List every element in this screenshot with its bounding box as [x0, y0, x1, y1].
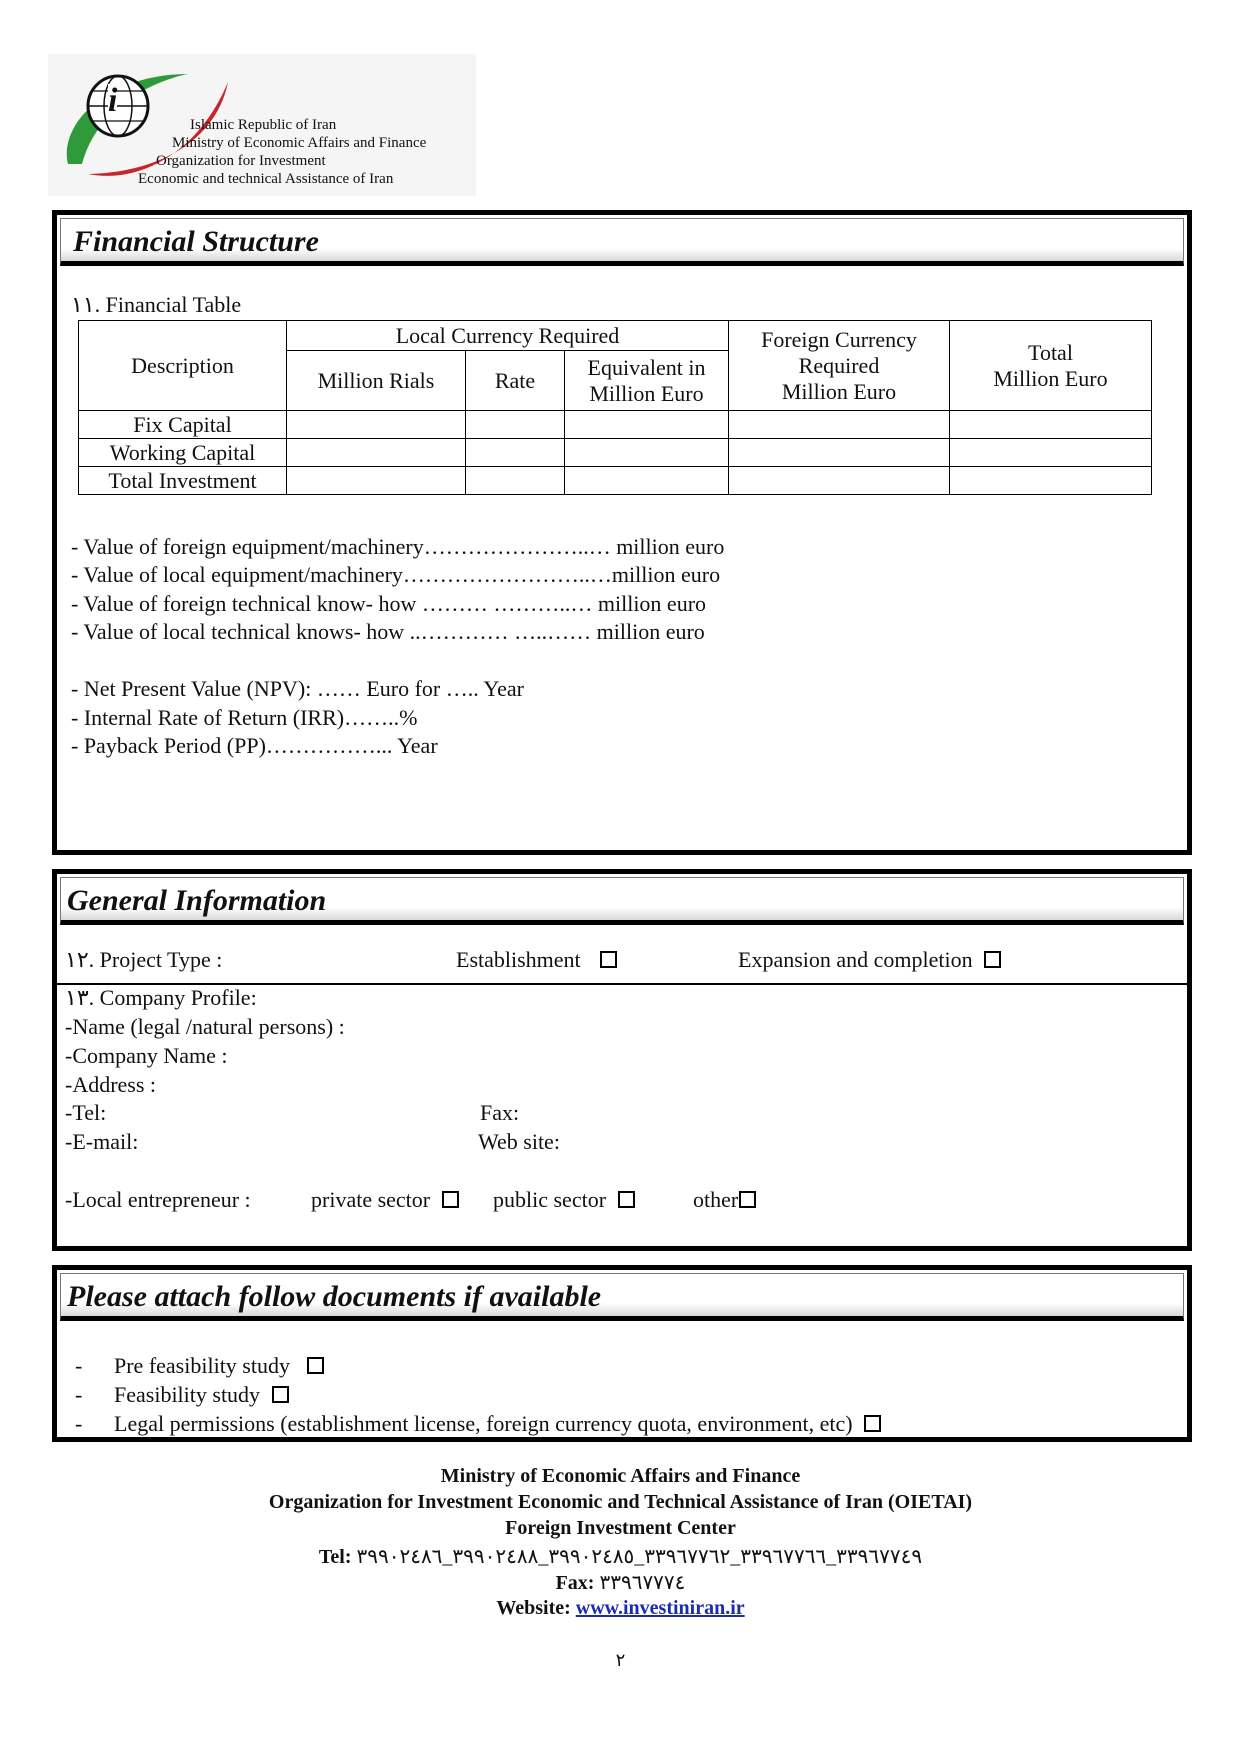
other-checkbox[interactable] — [739, 1191, 756, 1208]
document-item-legal-permissions[interactable] — [114, 1411, 881, 1437]
document-label: Feasibility study — [114, 1382, 261, 1407]
financial-table-label: ١١. Financial Table — [71, 292, 242, 317]
cell-empty[interactable] — [729, 467, 950, 495]
cell-empty[interactable] — [950, 411, 1152, 439]
expansion-checkbox[interactable] — [984, 951, 1001, 968]
header-rate: Rate — [466, 351, 565, 411]
private-sector-checkbox[interactable] — [442, 1191, 459, 1208]
header-equiv-line2: Million Euro — [589, 380, 704, 406]
footer-website-link[interactable]: www.investiniran.ir — [575, 1597, 745, 1619]
other-label: other — [693, 1187, 739, 1212]
logo-line-3: Organization for Investment — [156, 153, 326, 169]
logo-icon-letter: i — [108, 82, 118, 119]
footer-fax — [0, 1570, 1241, 1595]
footer-fax-value: ٣٣٩٦٧٧٧٤ — [599, 1572, 686, 1594]
bullet: - — [75, 1382, 83, 1407]
document-item-feasibility[interactable] — [114, 1382, 289, 1408]
cell-empty[interactable] — [565, 411, 729, 439]
header-foreign-line3: Million Euro — [781, 378, 897, 404]
metric-payback: - Payback Period (PP)……………... Year — [71, 733, 438, 758]
feasibility-checkbox[interactable] — [272, 1386, 289, 1403]
cell-empty[interactable] — [950, 439, 1152, 467]
tel-label: -Tel: — [65, 1100, 107, 1125]
address-label: -Address : — [65, 1072, 157, 1097]
cell-empty[interactable] — [466, 467, 565, 495]
header-total — [950, 321, 1152, 411]
table-row — [79, 467, 1152, 495]
footer-tel — [0, 1544, 1241, 1569]
page-number: ٢ — [615, 1650, 626, 1670]
footer-fax-label: Fax: — [555, 1572, 595, 1594]
cell-empty[interactable] — [729, 439, 950, 467]
establishment-option[interactable] — [456, 947, 617, 973]
footer-website-label: Website: — [496, 1597, 571, 1619]
email-label: -E-mail: — [65, 1129, 139, 1154]
organization-logo — [48, 54, 476, 196]
document-label: Pre feasibility study — [114, 1353, 290, 1378]
establishment-label: Establishment — [456, 947, 581, 972]
cell-empty[interactable] — [565, 467, 729, 495]
document-label: Legal permissions (establishment license, foreign currency quota, environment, etc) — [114, 1411, 853, 1436]
company-name-label: -Company Name : — [65, 1043, 228, 1068]
expansion-option[interactable] — [738, 947, 1001, 973]
metric-npv: - Net Present Value (NPV): …… Euro for ….. Year — [71, 676, 524, 701]
header-description: Description — [79, 321, 287, 411]
financial-table — [78, 320, 1152, 495]
legal-permissions-checkbox[interactable] — [864, 1415, 881, 1432]
private-sector-option[interactable] — [311, 1187, 459, 1213]
public-sector-checkbox[interactable] — [618, 1191, 635, 1208]
bullet: - — [75, 1353, 83, 1378]
cell-empty[interactable] — [729, 411, 950, 439]
footer-center: Foreign Investment Center — [505, 1517, 736, 1539]
header-foreign-line1: Foreign Currency — [761, 326, 917, 352]
header-million-rials: Million Rials — [287, 351, 466, 411]
cell-empty[interactable] — [287, 439, 466, 467]
cell-empty[interactable] — [287, 411, 466, 439]
fax-label: Fax: — [480, 1100, 520, 1125]
other-option[interactable] — [693, 1187, 756, 1213]
cell-empty[interactable] — [287, 467, 466, 495]
header-foreign-line2: Required — [798, 352, 880, 378]
documents-title: Please attach follow documents if available — [67, 1280, 602, 1313]
logo-line-4: Economic and technical Assistance of Iran — [138, 171, 394, 187]
financial-structure-section — [52, 210, 1192, 855]
establishment-checkbox[interactable] — [600, 951, 617, 968]
documents-header — [60, 1273, 1184, 1321]
table-row — [79, 439, 1152, 467]
general-information-header — [60, 877, 1184, 925]
header-total-line1: Total — [1028, 339, 1073, 365]
header-total-line2: Million Euro — [993, 365, 1108, 391]
header-foreign-currency — [729, 321, 950, 411]
row-label-fix-capital: Fix Capital — [79, 411, 287, 439]
value-local-knowhow: - Value of local technical knows- how ..………… …..…… million euro — [71, 619, 705, 644]
name-label: -Name (legal /natural persons) : — [65, 1014, 345, 1039]
header-equiv-line1: Equivalent in — [587, 354, 706, 380]
logo-line-1: Islamic Republic of Iran — [190, 117, 337, 133]
public-sector-label: public sector — [493, 1187, 607, 1212]
private-sector-label: private sector — [311, 1187, 431, 1212]
header-local-currency: Local Currency Required — [287, 321, 729, 351]
document-item-pre-feasibility[interactable] — [114, 1353, 324, 1379]
company-profile-label: ١٣. Company Profile: — [65, 985, 257, 1010]
project-type-label: ١٢. Project Type : — [65, 947, 223, 972]
footer-tel-value: ٣٣٩٦٧٧٤٩_٣٣٩٦٧٧٦٦_٣٣٩٦٧٧٦٢_٣٩٩٠٢٤٨٥_٣٩٩٠٢٤٨٨_٣٩٩٠٢٤٨٦ — [356, 1546, 923, 1568]
cell-empty[interactable] — [466, 411, 565, 439]
table-row — [79, 411, 1152, 439]
value-foreign-knowhow: - Value of foreign technical know- how ……… ………..… million euro — [71, 591, 707, 616]
expansion-label: Expansion and completion — [738, 947, 973, 972]
metric-irr: - Internal Rate of Return (IRR)……..% — [71, 705, 418, 730]
bullet: - — [75, 1411, 83, 1436]
logo-line-2: Ministry of Economic Affairs and Finance — [172, 135, 427, 151]
value-foreign-equipment: - Value of foreign equipment/machinery…………………..… million euro — [71, 534, 725, 559]
financial-structure-header — [60, 218, 1184, 266]
row-label-total-investment: Total Investment — [79, 467, 287, 495]
footer-organization: Organization for Investment Economic and Technical Assistance of Iran (OIETAI) — [268, 1491, 973, 1513]
cell-empty[interactable] — [466, 439, 565, 467]
footer-website — [0, 1597, 1241, 1620]
header-equivalent — [565, 351, 729, 411]
website-label: Web site: — [478, 1129, 560, 1154]
cell-empty[interactable] — [565, 439, 729, 467]
documents-section — [52, 1265, 1192, 1442]
general-information-title: General Information — [67, 884, 327, 917]
public-sector-option[interactable] — [493, 1187, 635, 1213]
row-label-working-capital: Working Capital — [79, 439, 287, 467]
footer-tel-label: Tel: — [318, 1546, 352, 1568]
cell-empty[interactable] — [950, 467, 1152, 495]
financial-structure-title: Financial Structure — [73, 225, 319, 258]
general-information-section — [52, 869, 1192, 1251]
local-entrepreneur-label: -Local entrepreneur : — [65, 1187, 251, 1212]
footer-ministry: Ministry of Economic Affairs and Finance — [440, 1465, 801, 1487]
value-local-equipment: - Value of local equipment/machinery……………………..…million euro — [71, 562, 721, 587]
pre-feasibility-checkbox[interactable] — [307, 1357, 324, 1374]
